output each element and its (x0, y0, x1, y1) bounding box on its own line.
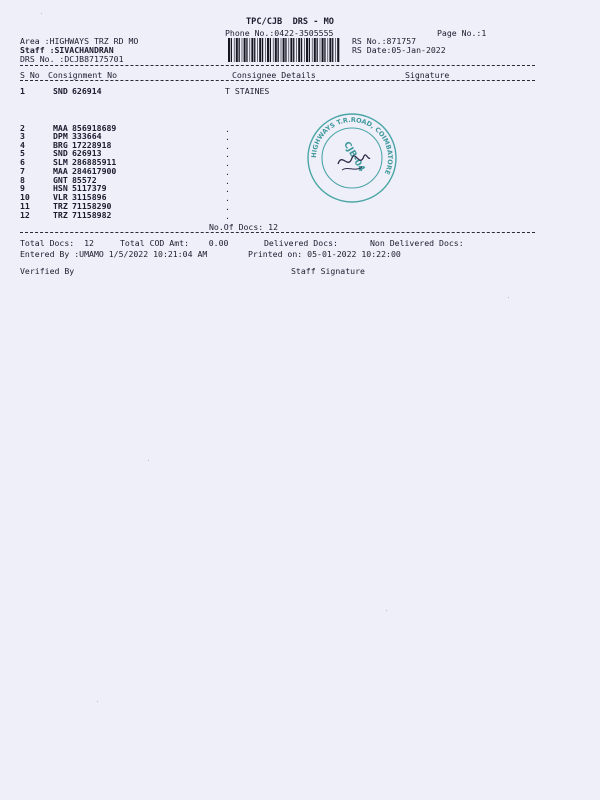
barcode-bar (244, 38, 246, 62)
barcode-bar (304, 38, 305, 62)
barcode-bar (234, 38, 235, 62)
barcode-bar (290, 38, 292, 62)
barcode-bar (329, 38, 331, 62)
scan-speck (97, 701, 98, 702)
barcode-bar (324, 38, 325, 62)
row-1-code: SND (53, 86, 68, 96)
table-row-code: TRZ (53, 201, 68, 211)
staff: Staff :SIVACHANDRAN (20, 45, 114, 55)
barcode-bar (236, 38, 238, 62)
rs-number: RS No.:871757 (352, 36, 417, 46)
table-row-code: GNT (53, 175, 68, 185)
table-row-consignee: . (225, 184, 230, 194)
table-row-sno: 6 (20, 157, 25, 167)
barcode-bar (254, 38, 255, 62)
table-row-number: 284617900 (72, 166, 117, 176)
table-row-sno: 7 (20, 166, 25, 176)
barcode-bar (262, 38, 263, 62)
table-row-consignee: . (225, 141, 230, 151)
barcode-bar (257, 38, 258, 62)
barcode-bar (337, 38, 339, 62)
barcode-bar (314, 38, 316, 62)
barcode-bar (283, 38, 285, 62)
table-row-code: DPM (53, 131, 68, 141)
table-row-number: 626913 (72, 148, 102, 158)
separator-header (20, 80, 535, 81)
table-row-number: 333664 (72, 131, 102, 141)
delivered-docs: Delivered Docs: (264, 238, 338, 248)
barcode-bar (246, 38, 247, 62)
scan-speck (386, 610, 387, 611)
barcode-bar (320, 38, 321, 62)
page-number: Page No.:1 (437, 28, 487, 38)
barcode-bar (270, 38, 271, 62)
barcode-bar (328, 38, 329, 62)
barcode-bar (322, 38, 324, 62)
table-row-consignee: . (225, 211, 230, 221)
table-row-sno: 2 (20, 123, 25, 133)
table-row-code: VLR (53, 192, 68, 202)
barcode-bar (228, 38, 230, 62)
barcode-bar (332, 38, 333, 62)
col-header-consignee: Consignee Details (232, 70, 316, 80)
table-row-sno: 10 (20, 192, 30, 202)
table-row-consignee: . (225, 193, 230, 203)
barcode-bar (309, 38, 310, 62)
barcode-bar (242, 38, 243, 62)
non-delivered-docs: Non Delivered Docs: (370, 238, 464, 248)
svg-text:CJB-04: CJB-04 (341, 140, 367, 174)
verified-by: Verified By (20, 266, 75, 276)
table-row-number: 17228918 (72, 140, 112, 150)
total-cod-amount: Total COD Amt: 0.00 (120, 238, 229, 248)
svg-text:HIGHWAYS T.R.ROAD, COIMBATORE: HIGHWAYS T.R.ROAD, COIMBATORE (309, 115, 395, 176)
area: Area :HIGHWAYS TRZ RD MO (20, 36, 139, 46)
table-row-number: 856918689 (72, 123, 117, 133)
rs-date: RS Date:05-Jan-2022 (352, 45, 446, 55)
barcode-bar (259, 38, 261, 62)
printed-on: Printed on: 05-01-2022 10:22:00 (248, 249, 401, 259)
barcode-bar (275, 38, 277, 62)
col-header-signature: Signature (405, 70, 450, 80)
table-row-sno: 12 (20, 210, 30, 220)
scan-speck (41, 13, 42, 14)
table-row-consignee: . (225, 202, 230, 212)
table-row-code: SND (53, 148, 68, 158)
col-header-sno: S No (20, 70, 40, 80)
row-1-number: 626914 (72, 86, 102, 96)
barcode-bar (301, 38, 302, 62)
barcode-image (228, 38, 340, 62)
table-row-consignee: . (225, 176, 230, 186)
table-row-number: 286885911 (72, 157, 117, 167)
table-row-code: TRZ (53, 210, 68, 220)
table-row-number: 5117379 (72, 183, 107, 193)
barcode-bar (312, 38, 313, 62)
total-docs: Total Docs: 12 (20, 238, 94, 248)
table-row-number: 71158290 (72, 201, 112, 211)
barcode-bar (335, 38, 336, 62)
scan-speck (148, 460, 149, 461)
table-row-sno: 8 (20, 175, 25, 185)
barcode-bar (306, 38, 308, 62)
table-row-sno: 9 (20, 183, 25, 193)
table-row-number: 3115896 (72, 192, 107, 202)
barcode-bar (250, 38, 251, 62)
barcode-bar (293, 38, 294, 62)
table-row-sno: 4 (20, 140, 25, 150)
col-header-consignment: Consignment No (48, 70, 118, 80)
phone-number: Phone No.:0422-3505555 (225, 28, 334, 38)
table-row-consignee: . (225, 149, 230, 159)
office-seal-stamp (298, 112, 406, 204)
table-row-number: 85572 (72, 175, 97, 185)
row-1-consignee: T STAINES (225, 86, 270, 96)
table-row-sno: 11 (20, 201, 30, 211)
table-row-consignee: . (225, 158, 230, 168)
table-row-code: MAA (53, 123, 68, 133)
barcode-bar (267, 38, 269, 62)
barcode-bar (251, 38, 253, 62)
entered-by: Entered By :UMAMO 1/5/2022 10:21:04 AM (20, 249, 208, 259)
drs-number: DRS No. :DCJB87175701 (20, 54, 124, 64)
document-title: TPC/CJB DRS - MO (246, 17, 334, 27)
scan-speck (508, 297, 509, 298)
row-1-sno: 1 (20, 86, 25, 96)
table-row-code: SLM (53, 157, 68, 167)
barcode-bar (296, 38, 297, 62)
table-row-consignee: . (225, 124, 230, 134)
barcode-bar (285, 38, 286, 62)
barcode-bar (298, 38, 300, 62)
table-row-code: HSN (53, 183, 68, 193)
barcode-bar (278, 38, 279, 62)
no-of-docs: No.Of Docs: 12 (209, 222, 279, 232)
table-row-number: 71158982 (72, 210, 112, 220)
table-row-sno: 3 (20, 131, 25, 141)
barcode-bar (265, 38, 266, 62)
barcode-bar (239, 38, 240, 62)
barcode-bar (231, 38, 232, 62)
barcode-bar (281, 38, 282, 62)
table-row-sno: 5 (20, 148, 25, 158)
staff-signature: Staff Signature (291, 266, 365, 276)
table-row-consignee: . (225, 167, 230, 177)
table-row-code: MAA (53, 166, 68, 176)
separator-bottom (20, 232, 535, 233)
barcode-bar (317, 38, 318, 62)
separator-top (20, 65, 535, 66)
barcode-bar (273, 38, 274, 62)
table-row-code: BRG (53, 140, 68, 150)
table-row-consignee: . (225, 132, 230, 142)
barcode-bar (289, 38, 290, 62)
